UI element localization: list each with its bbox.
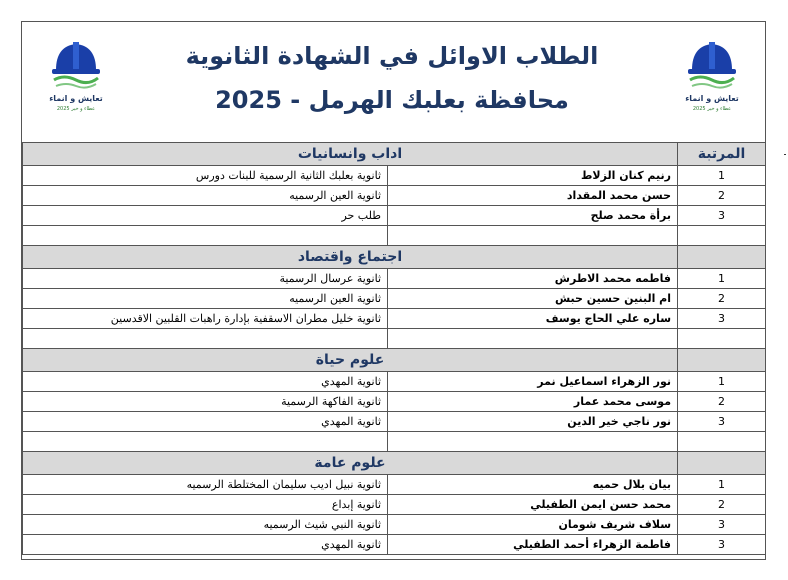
student-name-cell: موسى محمد عمار (388, 392, 678, 412)
rank-cell: 2 (678, 186, 766, 206)
rank-cell: 2 (678, 289, 766, 309)
page-subtitle: محافظة بعلبك الهرمل - 2025 (215, 86, 569, 114)
school-cell: ثانوية بعلبك الثانية الرسمية للبنات دورس (23, 166, 388, 186)
school-cell: ثانوية خليل مطران الاسقفية بإدارة راهبات القلبين الاقدسين (23, 309, 388, 329)
rank-cell: 2 (678, 392, 766, 412)
school-cell: ثانوية المهدي (23, 412, 388, 432)
student-name-cell: ساره علي الحاج يوسف (388, 309, 678, 329)
rank-column-header (678, 246, 766, 269)
section-title: اجتماع واقتصاد (23, 246, 678, 269)
section-title: علوم عامة (23, 452, 678, 475)
table-row (23, 515, 766, 535)
rank-column-header (678, 452, 766, 475)
student-name-cell: محمد حسن ايمن الطفيلي (388, 495, 678, 515)
school-cell: ثانوية العين الرسميه (23, 289, 388, 309)
student-name-cell: بيان بلال حميه (388, 475, 678, 495)
stray-mark (784, 154, 786, 155)
blank-row (23, 329, 766, 349)
student-name-cell: فاطمه محمد الاطرش (388, 269, 678, 289)
table-row (23, 206, 766, 226)
school-cell: ثانوية عرسال الرسمية (23, 269, 388, 289)
student-name-cell: نور الزهراء اسماعيل نمر (388, 372, 678, 392)
table-row (23, 309, 766, 329)
empty-cell (23, 226, 388, 246)
table-row (23, 289, 766, 309)
section-header-row (23, 349, 766, 372)
school-cell: ثانوية نبيل اديب سليمان المختلطة الرسميه (23, 475, 388, 495)
table-row (23, 412, 766, 432)
rank-cell: 1 (678, 166, 766, 186)
empty-cell (23, 432, 388, 452)
rank-cell: 1 (678, 475, 766, 495)
empty-cell (388, 432, 678, 452)
student-name-cell: برأة محمد صلح (388, 206, 678, 226)
section-header-row (23, 143, 766, 166)
rank-cell: 2 (678, 495, 766, 515)
school-cell: ثانوية الفاكهة الرسمية (23, 392, 388, 412)
empty-cell (23, 329, 388, 349)
rank-cell: 3 (678, 515, 766, 535)
section-header-row (23, 246, 766, 269)
table-row (23, 535, 766, 555)
student-name-cell: نور ناجي خير الدين (388, 412, 678, 432)
rank-column-header (678, 349, 766, 372)
page-title: الطلاب الاوائل في الشهادة الثانوية (185, 42, 599, 70)
rank-cell: 3 (678, 309, 766, 329)
school-cell: ثانوية المهدي (23, 535, 388, 555)
student-name-cell: فاطمة الزهراء أحمد الطفيلي (388, 535, 678, 555)
header (22, 22, 765, 143)
logo-left (46, 36, 106, 126)
section-title: علوم حياة (23, 349, 678, 372)
table-row (23, 475, 766, 495)
school-cell: طلب حر (23, 206, 388, 226)
school-cell: ثانوية المهدي (23, 372, 388, 392)
logo-right (682, 36, 742, 126)
section-header-row (23, 452, 766, 475)
table-row (23, 372, 766, 392)
table-row (23, 166, 766, 186)
results-table (22, 142, 766, 555)
logo-subtitle: عطاء و خير 2025 (692, 106, 732, 112)
school-cell: ثانوية النبي شيث الرسميه (23, 515, 388, 535)
hard-hat-icon (682, 36, 742, 94)
rank-cell: 1 (678, 269, 766, 289)
student-name-cell: سلاف شريف شومان (388, 515, 678, 535)
empty-cell (678, 329, 766, 349)
table-row (23, 269, 766, 289)
logo-subtitle: عطاء و خير 2025 (56, 106, 96, 112)
blank-row (23, 226, 766, 246)
rank-cell: 1 (678, 372, 766, 392)
empty-cell (678, 226, 766, 246)
rank-cell: 3 (678, 412, 766, 432)
table-row (23, 186, 766, 206)
empty-cell (678, 432, 766, 452)
hard-hat-icon (46, 36, 106, 94)
logo-caption: تعايش و انماء (685, 94, 739, 103)
rank-column-header: المرتبة (678, 143, 766, 166)
table-row (23, 495, 766, 515)
school-cell: ثانوية العين الرسميه (23, 186, 388, 206)
school-cell: ثانوية إبداع (23, 495, 388, 515)
empty-cell (388, 226, 678, 246)
rank-cell: 3 (678, 206, 766, 226)
blank-row (23, 432, 766, 452)
empty-cell (388, 329, 678, 349)
logo-caption: تعايش و انماء (49, 94, 103, 103)
student-name-cell: حسن محمد المقداد (388, 186, 678, 206)
table-row (23, 392, 766, 412)
rank-cell: 3 (678, 535, 766, 555)
student-name-cell: رنيم كنان الزلاط (388, 166, 678, 186)
student-name-cell: ام البنين حسين حبش (388, 289, 678, 309)
results-sheet (21, 21, 766, 560)
section-title: اداب وانسانيات (23, 143, 678, 166)
